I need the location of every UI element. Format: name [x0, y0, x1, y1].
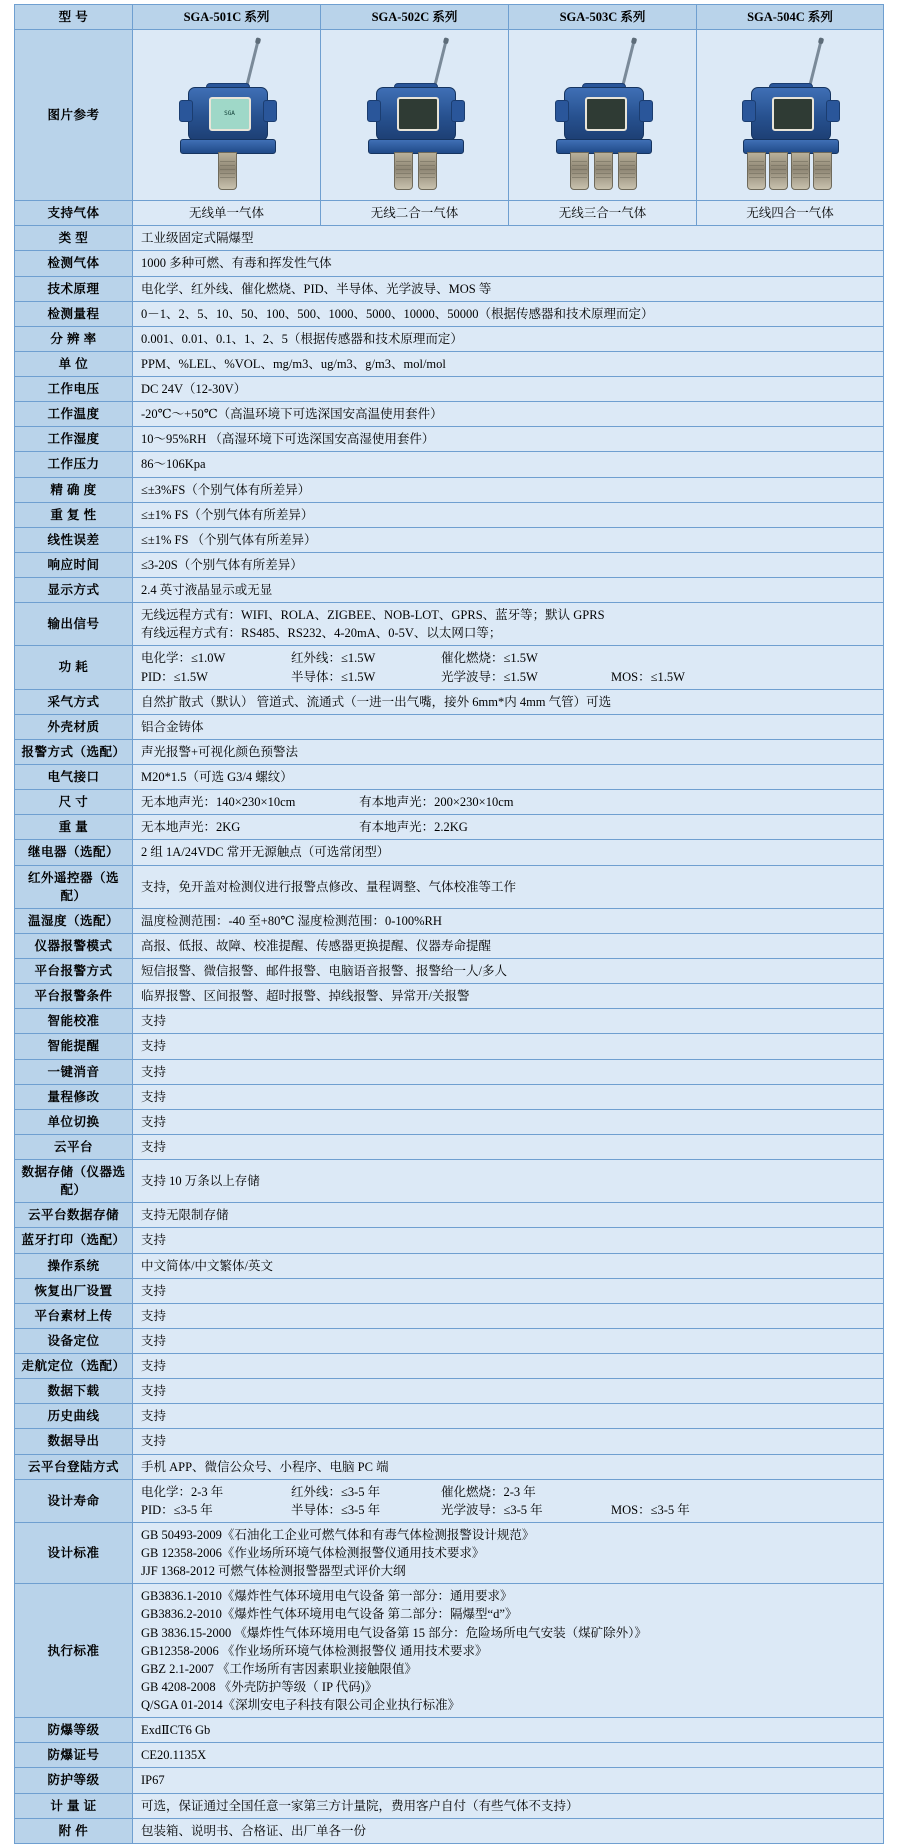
sensor-probe — [813, 152, 832, 190]
row-label: 分 辨 率 — [15, 326, 133, 351]
row-value: 10～95%RH （高湿环境下可选深国安高湿使用套件） — [133, 427, 884, 452]
row-label: 红外遥控器（选配） — [15, 865, 133, 908]
row-label: 走航定位（选配） — [15, 1354, 133, 1379]
row-label: 显示方式 — [15, 578, 133, 603]
table-row — [15, 276, 884, 301]
life-line-1 — [141, 1483, 878, 1501]
device-illustration-1 — [162, 35, 292, 195]
power-cell: 催化燃烧：≤1.5W — [441, 651, 538, 666]
row-label: 报警方式（选配） — [15, 739, 133, 764]
device-image-2 — [321, 30, 509, 201]
device-illustration-3 — [538, 35, 668, 195]
row-label: 外壳材质 — [15, 714, 133, 739]
row-value: 支持 — [133, 1278, 884, 1303]
row-value: 自然扩散式（默认） 管道式、流通式（一进一出气嘴，接外 6mm*内 4mm 气管）可选 — [133, 689, 884, 714]
row-label: 数据存储（仪器选配） — [15, 1160, 133, 1203]
power-line-2 — [141, 668, 878, 686]
row-value: 86～106Kpa — [133, 452, 884, 477]
table-row — [15, 689, 884, 714]
device-image-4 — [697, 30, 884, 201]
row-value — [133, 790, 884, 815]
table-row — [15, 1429, 884, 1454]
row-value: 铝合金铸体 — [133, 714, 884, 739]
table-row-life — [15, 1479, 884, 1522]
design-std-line: JJF 1368-2012 可燃气体检测报警器型式评价大纲 — [141, 1564, 406, 1579]
row-value — [133, 815, 884, 840]
device-image-1 — [133, 30, 321, 201]
table-row — [15, 1354, 884, 1379]
sensor-probe — [418, 152, 437, 190]
row-value — [133, 1522, 884, 1583]
device-body — [376, 87, 456, 141]
row-value: CE20.1135X — [133, 1743, 884, 1768]
table-row — [15, 326, 884, 351]
model-3: SGA-503C 系列 — [509, 5, 697, 30]
table-row — [15, 1379, 884, 1404]
row-label: 工作电压 — [15, 377, 133, 402]
gas-value-1: 无线单一气体 — [133, 201, 321, 226]
exec-std-line: GB3836.2-2010《爆炸性气体环境用电气设备 第二部分：隔爆型“d”》 — [141, 1607, 518, 1622]
row-value: 支持 — [133, 1109, 884, 1134]
row-label: 智能校准 — [15, 1009, 133, 1034]
table-row — [15, 1454, 884, 1479]
row-label: 云平台 — [15, 1134, 133, 1159]
row-label: 检测气体 — [15, 251, 133, 276]
life-cell: MOS：≤3-5 年 — [611, 1502, 690, 1517]
sensor-probe — [769, 152, 788, 190]
table-row — [15, 1203, 884, 1228]
table-row — [15, 714, 884, 739]
life-cell: 电化学：2-3 年 — [141, 1484, 224, 1499]
row-value: 工业级固定式隔爆型 — [133, 226, 884, 251]
row-value: ≤±1% FS （个别气体有所差异） — [133, 527, 884, 552]
row-label: 防爆证号 — [15, 1743, 133, 1768]
table-row — [15, 1743, 884, 1768]
table-row-exec-standard — [15, 1584, 884, 1718]
row-value: 支持 — [133, 1009, 884, 1034]
table-row-gas — [15, 201, 884, 226]
row-value: 电化学、红外线、催化燃烧、PID、半导体、光学波导、MOS 等 — [133, 276, 884, 301]
weight-with-alarm: 有本地声光：2.2KG — [359, 820, 468, 835]
life-line-2 — [141, 1501, 878, 1519]
row-value — [133, 603, 884, 646]
design-std-line: GB 50493-2009《石油化工企业可燃气体和有毒气体检测报警设计规范》 — [141, 1527, 535, 1542]
device-screen — [209, 97, 251, 131]
row-label: 平台报警方式 — [15, 959, 133, 984]
row-label: 尺 寸 — [15, 790, 133, 815]
row-label: 电气接口 — [15, 765, 133, 790]
row-label: 重 量 — [15, 815, 133, 840]
life-cell: PID：≤3-5 年 — [141, 1502, 213, 1517]
row-label: 工作压力 — [15, 452, 133, 477]
row-label: 防护等级 — [15, 1768, 133, 1793]
device-flange — [368, 139, 464, 154]
row-value: 中文简体/中文繁体/英文 — [133, 1253, 884, 1278]
row-label: 工作湿度 — [15, 427, 133, 452]
row-label: 设备定位 — [15, 1328, 133, 1353]
row-value: 可选，保证通过全国任意一家第三方计量院，费用客户自付（有些气体不支持） — [133, 1793, 884, 1818]
table-row — [15, 739, 884, 764]
row-value: 温度检测范围：-40 至+80℃ 湿度检测范围：0-100%RH — [133, 908, 884, 933]
table-row — [15, 933, 884, 958]
row-value: 支持 10 万条以上存储 — [133, 1160, 884, 1203]
row-label: 一键消音 — [15, 1059, 133, 1084]
row-label: 技术原理 — [15, 276, 133, 301]
power-line-1 — [141, 649, 878, 667]
row-value: 0－1、2、5、10、50、100、500、1000、5000、10000、50000（根据传感器和技术原理而定） — [133, 301, 884, 326]
row-value: 支持 — [133, 1084, 884, 1109]
row-label: 量程修改 — [15, 1084, 133, 1109]
table-row-power — [15, 646, 884, 689]
row-label: 单位切换 — [15, 1109, 133, 1134]
row-label: 温湿度（选配） — [15, 908, 133, 933]
row-label: 蓝牙打印（选配） — [15, 1228, 133, 1253]
row-label: 继电器（选配） — [15, 840, 133, 865]
sensor-probe — [791, 152, 810, 190]
row-label: 云平台登陆方式 — [15, 1454, 133, 1479]
size-with-alarm: 有本地声光：200×230×10cm — [359, 795, 514, 810]
row-label: 线性误差 — [15, 527, 133, 552]
exec-std-line: Q/SGA 01-2014《深圳安电子科技有限公司企业执行标准》 — [141, 1698, 461, 1712]
device-screen — [772, 97, 814, 131]
model-1: SGA-501C 系列 — [133, 5, 321, 30]
row-value — [133, 1584, 884, 1718]
table-row — [15, 1134, 884, 1159]
table-row — [15, 1793, 884, 1818]
row-label: 类 型 — [15, 226, 133, 251]
row-value: 2 组 1A/24VDC 常开无源触点（可选常闭型） — [133, 840, 884, 865]
row-value — [133, 1479, 884, 1522]
row-label: 设计寿命 — [15, 1479, 133, 1522]
life-cell: 催化燃烧：2-3 年 — [441, 1484, 536, 1499]
row-value: -20℃～+50℃（高温环境下可选深国安高温使用套件） — [133, 402, 884, 427]
sensor-probe — [570, 152, 589, 190]
table-row — [15, 1034, 884, 1059]
row-label: 云平台数据存储 — [15, 1203, 133, 1228]
row-label: 重 复 性 — [15, 502, 133, 527]
row-value: 支持 — [133, 1303, 884, 1328]
row-label: 防爆等级 — [15, 1718, 133, 1743]
output-line-2: 有线远程方式有：RS485、RS232、4-20mA、0-5V、以太网口等； — [141, 626, 502, 641]
table-row — [15, 1768, 884, 1793]
design-std-line: GB 12358-2006《作业场所环境气体检测报警仪通用技术要求》 — [141, 1546, 485, 1560]
life-cell: 光学波导：≤3-5 年 — [441, 1502, 543, 1517]
row-label: 采气方式 — [15, 689, 133, 714]
row-value: 支持 — [133, 1134, 884, 1159]
table-row — [15, 427, 884, 452]
gas-value-3: 无线三合一气体 — [509, 201, 697, 226]
row-value: 支持 — [133, 1228, 884, 1253]
row-value: ≤±1% FS（个别气体有所差异） — [133, 502, 884, 527]
device-illustration-2 — [350, 35, 480, 195]
table-row — [15, 1818, 884, 1843]
row-value: ≤3-20S（个别气体有所差异） — [133, 552, 884, 577]
table-row — [15, 765, 884, 790]
exec-std-line: GB12358-2006 《作业场所环境气体检测报警仪 通用技术要求》 — [141, 1643, 488, 1658]
weight-no-alarm: 无本地声光：2KG — [141, 820, 241, 835]
sensor-probe — [618, 152, 637, 190]
row-value: 手机 APP、微信公众号、小程序、电脑 PC 端 — [133, 1454, 884, 1479]
row-value: 支持 — [133, 1354, 884, 1379]
header-label: 型 号 — [15, 5, 133, 30]
row-label: 执行标准 — [15, 1584, 133, 1718]
life-cell: 半导体：≤3-5 年 — [291, 1502, 381, 1517]
row-label: 数据下载 — [15, 1379, 133, 1404]
power-cell: 光学波导：≤1.5W — [441, 669, 538, 684]
row-value: 1000 多种可燃、有毒和挥发性气体 — [133, 251, 884, 276]
device-image-3 — [509, 30, 697, 201]
table-row — [15, 301, 884, 326]
exec-std-line: GB3836.1-2010《爆炸性气体环境用电气设备 第一部分：通用要求》 — [141, 1589, 513, 1604]
table-row — [15, 578, 884, 603]
model-4: SGA-504C 系列 — [697, 5, 884, 30]
row-value: DC 24V（12-30V） — [133, 377, 884, 402]
device-screen — [585, 97, 627, 131]
row-value: ExdⅡCT6 Gb — [133, 1718, 884, 1743]
table-row — [15, 477, 884, 502]
table-row — [15, 1253, 884, 1278]
row-label: 响应时间 — [15, 552, 133, 577]
table-row — [15, 1228, 884, 1253]
device-screen — [397, 97, 439, 131]
row-label: 智能提醒 — [15, 1034, 133, 1059]
row-label: 输出信号 — [15, 603, 133, 646]
row-label: 精 确 度 — [15, 477, 133, 502]
row-value: 支持 — [133, 1429, 884, 1454]
row-value — [133, 646, 884, 689]
row-value: ≤±3%FS（个别气体有所差异） — [133, 477, 884, 502]
table-row — [15, 351, 884, 376]
table-row — [15, 1084, 884, 1109]
table-row — [15, 1278, 884, 1303]
row-value: 支持 — [133, 1328, 884, 1353]
table-row — [15, 984, 884, 1009]
table-row — [15, 1718, 884, 1743]
power-cell: 红外线：≤1.5W — [291, 651, 376, 666]
table-row-images — [15, 30, 884, 201]
row-value: 支持 — [133, 1379, 884, 1404]
device-body — [188, 87, 268, 141]
sensor-probe — [218, 152, 237, 190]
row-value: 支持无限制存储 — [133, 1203, 884, 1228]
row-value: 2.4 英寸液晶显示或无显 — [133, 578, 884, 603]
table-row — [15, 1009, 884, 1034]
row-label: 计 量 证 — [15, 1793, 133, 1818]
table-row — [15, 226, 884, 251]
row-label: 附 件 — [15, 1818, 133, 1843]
row-label: 功 耗 — [15, 646, 133, 689]
sensor-probe — [594, 152, 613, 190]
row-label: 平台报警条件 — [15, 984, 133, 1009]
table-row — [15, 865, 884, 908]
row-value: 短信报警、微信报警、邮件报警、电脑语音报警、报警给一人/多人 — [133, 959, 884, 984]
table-row — [15, 1059, 884, 1084]
table-row — [15, 959, 884, 984]
row-value: M20*1.5（可选 G3/4 螺纹） — [133, 765, 884, 790]
table-row — [15, 1404, 884, 1429]
spec-table — [14, 4, 884, 1844]
row-value: 0.001、0.01、0.1、1、2、5（根据传感器和技术原理而定） — [133, 326, 884, 351]
row-label: 数据导出 — [15, 1429, 133, 1454]
table-row — [15, 377, 884, 402]
power-cell: MOS：≤1.5W — [611, 669, 685, 684]
table-row-design-standard — [15, 1522, 884, 1583]
table-row-weight — [15, 815, 884, 840]
row-label: 历史曲线 — [15, 1404, 133, 1429]
gas-value-2: 无线二合一气体 — [321, 201, 509, 226]
row-label: 单 位 — [15, 351, 133, 376]
table-row — [15, 402, 884, 427]
row-label: 平台素材上传 — [15, 1303, 133, 1328]
row-value: 支持 — [133, 1404, 884, 1429]
output-line-1: 无线远程方式有：WIFI、ROLA、ZIGBEE、NOB-LOT、GPRS、蓝牙等；默认 GPRS — [141, 608, 605, 623]
device-body — [564, 87, 644, 141]
model-2: SGA-502C 系列 — [321, 5, 509, 30]
row-label: 操作系统 — [15, 1253, 133, 1278]
table-row-output — [15, 603, 884, 646]
screen-text: SGA — [224, 110, 235, 118]
table-row — [15, 452, 884, 477]
row-value: 支持 — [133, 1034, 884, 1059]
sensor-probe — [394, 152, 413, 190]
table-row — [15, 840, 884, 865]
row-value: 支持，免开盖对检测仪进行报警点修改、量程调整、气体校准等工作 — [133, 865, 884, 908]
table-row — [15, 527, 884, 552]
table-row-header — [15, 5, 884, 30]
row-value: 声光报警+可视化颜色预警法 — [133, 739, 884, 764]
row-label: 检测量程 — [15, 301, 133, 326]
image-row-label: 图片参考 — [15, 30, 133, 201]
sensor-probe — [747, 152, 766, 190]
row-value: PPM、%LEL、%VOL、mg/m3、ug/m3、g/m3、mol/mol — [133, 351, 884, 376]
row-value: 包装箱、说明书、合格证、出厂单各一份 — [133, 1818, 884, 1843]
device-body — [751, 87, 831, 141]
power-cell: 电化学：≤1.0W — [141, 651, 226, 666]
exec-std-line: GBZ 2.1-2007 《工作场所有害因素职业接触限值》 — [141, 1661, 418, 1676]
row-label: 仪器报警模式 — [15, 933, 133, 958]
table-row — [15, 552, 884, 577]
gas-row-label: 支持气体 — [15, 201, 133, 226]
row-value: 临界报警、区间报警、超时报警、掉线报警、异常开/关报警 — [133, 984, 884, 1009]
row-label: 设计标准 — [15, 1522, 133, 1583]
table-row — [15, 1303, 884, 1328]
row-value: 支持 — [133, 1059, 884, 1084]
table-row — [15, 251, 884, 276]
power-cell: PID：≤1.5W — [141, 669, 208, 684]
table-row-size — [15, 790, 884, 815]
exec-std-line: GB 4208-2008 《外壳防护等级（ IP 代码)》 — [141, 1679, 378, 1694]
table-row — [15, 502, 884, 527]
table-row — [15, 1160, 884, 1203]
life-cell: 红外线：≤3-5 年 — [291, 1484, 381, 1499]
exec-std-line: GB 3836.15-2000 《爆炸性气体环境用电气设备第 15 部分：危险场所电气安装（煤矿除外）》 — [141, 1625, 647, 1640]
table-row — [15, 908, 884, 933]
power-cell: 半导体：≤1.5W — [291, 669, 376, 684]
row-label: 工作温度 — [15, 402, 133, 427]
table-row — [15, 1109, 884, 1134]
row-value: IP67 — [133, 1768, 884, 1793]
row-value: 高报、低报、故障、校准提醒、传感器更换提醒、仪器寿命提醒 — [133, 933, 884, 958]
life-cell — [611, 1483, 731, 1501]
device-illustration-4 — [725, 35, 855, 195]
power-cell — [611, 649, 731, 667]
size-no-alarm: 无本地声光：140×230×10cm — [141, 795, 296, 810]
table-row — [15, 1328, 884, 1353]
row-label: 恢复出厂设置 — [15, 1278, 133, 1303]
gas-value-4: 无线四合一气体 — [697, 201, 884, 226]
